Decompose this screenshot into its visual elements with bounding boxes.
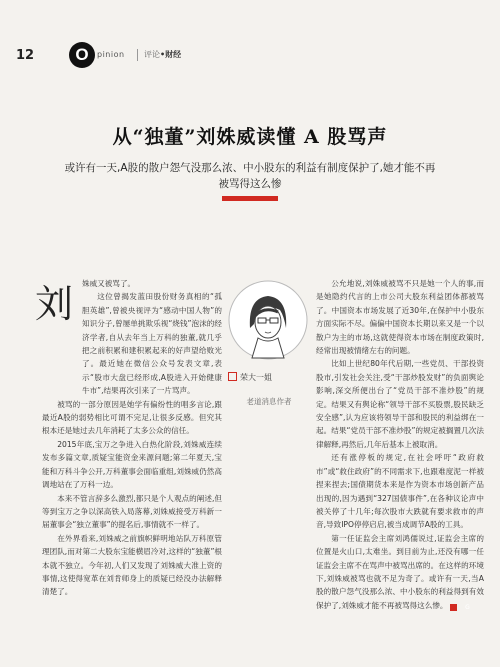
section-label: 评论•财经 [144,50,182,59]
author-title: 老道消息作者 [246,397,292,406]
paragraph: 公允地说,刘姝威被骂不只是她一个人的事,而是她隐约代言的上市公司大股东利益团体都被骂了。中国资本市场发展了近30年,在保护中小股东方面实际不尽。偏偏中国资本长期以来又是一个以散户为主的市场,这就使得资本市场在制度政策时,经常出现被情绪左右的问题。 [316,279,484,356]
paragraph: 比如上世纪80年代后期,一些党员、干部投资股市,引发社会关注,受“干部炒股发财”的负面舆论影响,深交所便出台了“党员干部不准炒股”的规定。结果又有舆论称“领导干部不买股票,股民缺乏安全感”,认为应该将领导干部和股民的利益绑在一起。结果“党员干部不准炒股”的规定被搁置几次法律解释,再然后,几年后基本上被取消。 [316,359,484,449]
paragraph: 第一任证监会主席刘鸿儒说过,证监会主席的位置是火山口,太难坐。到目前为止,还没有哪一任证监会主席不在骂声中被骂出席的。在这样的环境下,刘姝威被骂也就不足为奇了。或许有一天,当A股的散户怨气没那么浓、中小股东的利益得到有效保护了,刘姝威才能不再被骂得这么惨。 G [316,533,484,611]
opinion-logo-text: pinion [97,50,125,59]
article-subtitle: 或许有一天,A股的散户怨气没那么浓、中小股东的利益有制度保护了,她才能不再被骂得这么惨 [64,162,436,190]
body-column-right [316,277,484,612]
author-name: 荣大一姐 [228,372,310,383]
page-number: 12 [16,48,35,63]
paragraph: 本来不管言辞多么激烈,都只是个人观点的阐述,但等到宝万之争以深高铁入局落幕,刘姝威接受万科新一届董事会“独立董事”的提名后,事情就不一样了。 [42,493,222,530]
article-title: 从“独董”刘姝威读懂 A 股骂声 [112,126,388,148]
drop-cap: 刘 [35,282,74,326]
end-mark-icon: G [450,604,457,611]
header-divider [137,49,138,61]
opinion-logo-icon: O [69,42,95,68]
paragraph: 姝威又被骂了。 [82,279,136,288]
paragraph: 被骂的一部分原因是她学有偏纷性的唱多言论,跟最近A股的弱势相比可谓不完足,让很多反感。但究其根本还是她过去几年消耗了太多公众的信任。 [42,399,222,436]
author-portrait-icon [228,280,308,360]
page-header [0,42,500,72]
title-accent-bar [222,196,278,201]
bullet-icon [228,372,237,381]
paragraph: 还有涨停板的规定,在社会呼吁“政府救市”或“救住政府”的不同需求下,也跟难度泥一样被捏来捏去;国债期货本来是作为资本市场创新产品出现的,因为遇到“327国债事件”,在各种议论声中被关停了十几年;每次股市大跌就有要求救市的声音,导致IPO停停启启,被当成调节A股的工具。 [316,453,484,530]
paragraph: 在外界看来,刘姝威之前旗帜鲜明地站队万科原管理团队,而对第二大股东宝能横眉冷对,这样的“独董”根本就不独立。今年初,人们又发现了刘姝威大准上资的事情,这使得宽革在刘肯师身上的质疑已经没办法解释清楚了。 [42,533,222,597]
paragraph: 2015年底,宝万之争进入白热化阶段,刘姝威连续发布多篇文章,质疑宝能资金来源问题;第二年夏天,宝能和万科斗争公开,万科董事会面临重组,刘姝威仍然高调地站在了万科一边。 [42,439,222,490]
paragraph: 这位曾揭发蓝田股份财务真相的“孤胆英雄”,曾被央视评为“感动中国人物”的知识分子,曾屡单挑欺乐视“烧钱”泡沫的经济学者,自从去年当上万科的独董,就几乎把之前积累和建积累起来的好声望给败光了。最近她在微信公众号发表文章,表示“股市大盘已经形成,A股进入开始健康牛市”,结果再次引来了一片骂声。 [82,292,222,396]
body-column-left [42,277,222,599]
